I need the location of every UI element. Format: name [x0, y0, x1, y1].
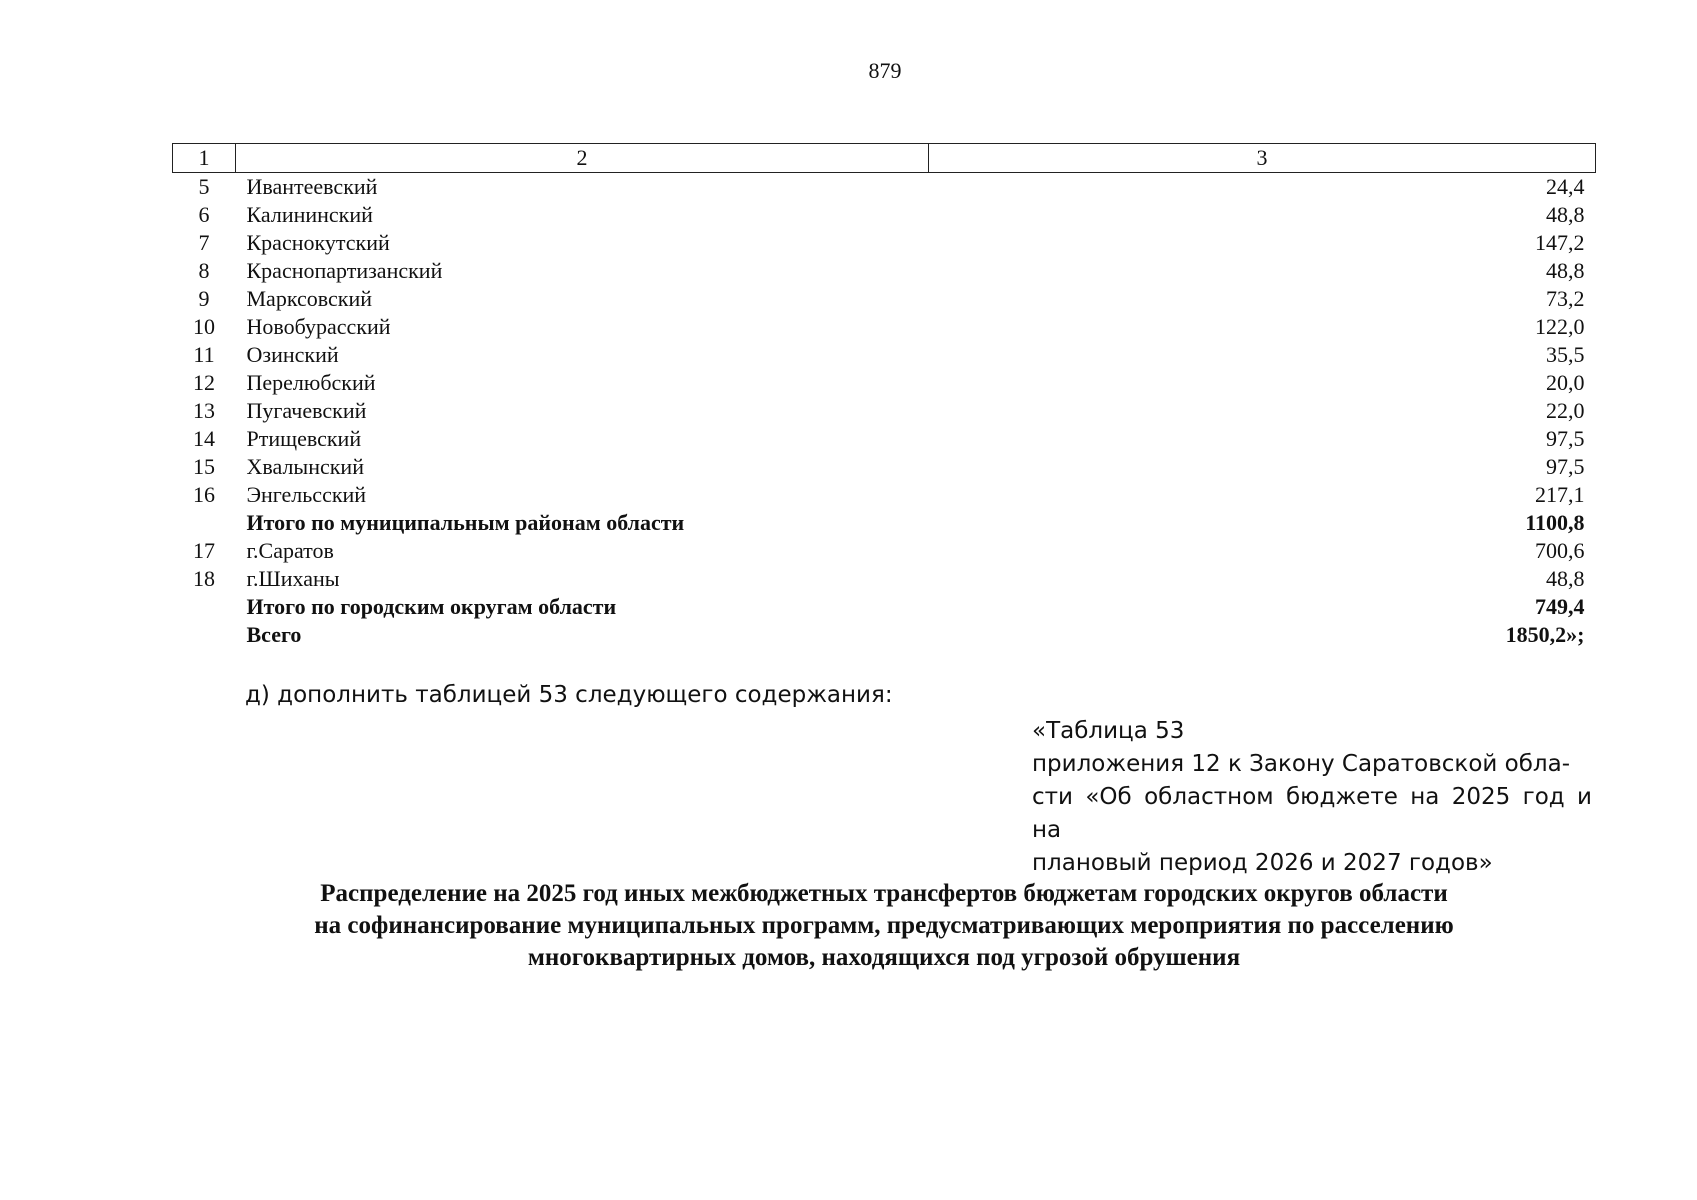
table-total-row [173, 509, 1596, 537]
row-amount: 22,0 [1546, 398, 1585, 423]
table-row [173, 173, 1596, 202]
row-amount: 48,8 [1546, 202, 1585, 227]
table-body [173, 173, 1596, 650]
table-row [173, 229, 1596, 257]
table-row [173, 453, 1596, 481]
row-number [173, 509, 236, 537]
table-heading [172, 878, 1596, 974]
row-district-name: Хвалынский [246, 454, 364, 479]
row-number: 15 [193, 454, 215, 479]
row-district-name: г.Саратов [246, 538, 334, 563]
heading-line: Распределение на 2025 год иных межбюджетных трансфертов бюджетам городских округов области [320, 880, 1448, 907]
row-amount: 700,6 [1535, 538, 1585, 563]
row-district-name: Ртищевский [246, 426, 362, 451]
table-row [173, 481, 1596, 509]
column-header-number: 1 [173, 144, 236, 173]
row-number [173, 621, 236, 649]
table-row [173, 285, 1596, 313]
row-district-name: Калининский [246, 202, 373, 227]
row-number: 5 [198, 174, 210, 199]
row-district-name: Краснокутский [246, 230, 390, 255]
row-district-name: Всего [246, 622, 302, 647]
row-number: 7 [198, 230, 210, 255]
row-amount: 48,8 [1546, 258, 1585, 283]
column-header-name: 2 [236, 144, 929, 173]
row-amount: 73,2 [1546, 286, 1585, 311]
row-amount: 24,4 [1546, 174, 1585, 199]
row-number: 11 [193, 342, 215, 367]
row-amount: 1100,8 [1525, 510, 1585, 535]
row-number: 14 [193, 426, 215, 451]
heading-line: на софинансирование муниципальных программ, предусматривающих мероприятия по расселению [314, 912, 1454, 939]
table-row [173, 257, 1596, 285]
row-district-name: Итого по городским округам области [246, 594, 617, 619]
row-amount: 97,5 [1546, 426, 1585, 451]
row-amount: 35,5 [1546, 342, 1585, 367]
table-row [173, 565, 1596, 593]
page-number: 879 [868, 58, 902, 83]
row-district-name: Ивантеевский [246, 174, 378, 199]
row-district-name: Краснопартизанский [246, 258, 443, 283]
row-number: 8 [198, 258, 210, 283]
row-number: 16 [193, 482, 215, 507]
heading-line: многоквартирных домов, находящихся под угрозой обрушения [527, 944, 1241, 971]
row-district-name: Марксовский [246, 286, 372, 311]
table-row [173, 341, 1596, 369]
row-amount: 147,2 [1535, 230, 1585, 255]
row-amount: 217,1 [1535, 482, 1585, 507]
row-amount: 48,8 [1546, 566, 1585, 591]
row-district-name: Перелюбский [246, 370, 376, 395]
row-amount: 97,5 [1546, 454, 1585, 479]
column-header-value: 3 [929, 144, 1596, 173]
row-number: 12 [193, 370, 215, 395]
row-district-name: Озинский [246, 342, 339, 367]
table-header-row [173, 144, 1596, 173]
row-amount: 749,4 [1535, 594, 1585, 619]
appendix-reference [1032, 715, 1592, 880]
table-row [173, 201, 1596, 229]
row-number: 18 [193, 566, 215, 591]
row-district-name: Итого по муниципальным районам области [246, 510, 685, 535]
row-district-name: Новобурасский [246, 314, 391, 339]
table-row [173, 397, 1596, 425]
appendix-line: плановый период 2026 и 2027 годов» [1032, 850, 1493, 876]
row-amount: 20,0 [1546, 370, 1585, 395]
appendix-line: приложения 12 к Закону Саратовской обла- [1032, 751, 1570, 777]
row-district-name: Энгельсский [246, 482, 367, 507]
table-row [173, 425, 1596, 453]
row-district-name: Пугачевский [246, 398, 367, 423]
table-total-row [173, 621, 1596, 649]
table-row [173, 537, 1596, 565]
table-row [173, 313, 1596, 341]
row-number: 6 [198, 202, 210, 227]
appendix-title: «Таблица 53 [1032, 718, 1185, 744]
row-amount: 122,0 [1535, 314, 1585, 339]
instruction-text: д) дополнить таблицей 53 следующего содержания: [245, 682, 893, 708]
row-number: 10 [193, 314, 215, 339]
table-total-row [173, 593, 1596, 621]
table-row [173, 369, 1596, 397]
row-district-name: г.Шиханы [246, 566, 340, 591]
allocation-table [172, 143, 1596, 649]
appendix-line: сти «Об областном бюджете на 2025 год и на [1032, 784, 1592, 843]
row-number: 17 [193, 538, 215, 563]
row-number: 13 [193, 398, 215, 423]
row-amount: 1850,2»; [1505, 622, 1585, 647]
row-number [173, 593, 236, 621]
row-number: 9 [198, 286, 210, 311]
